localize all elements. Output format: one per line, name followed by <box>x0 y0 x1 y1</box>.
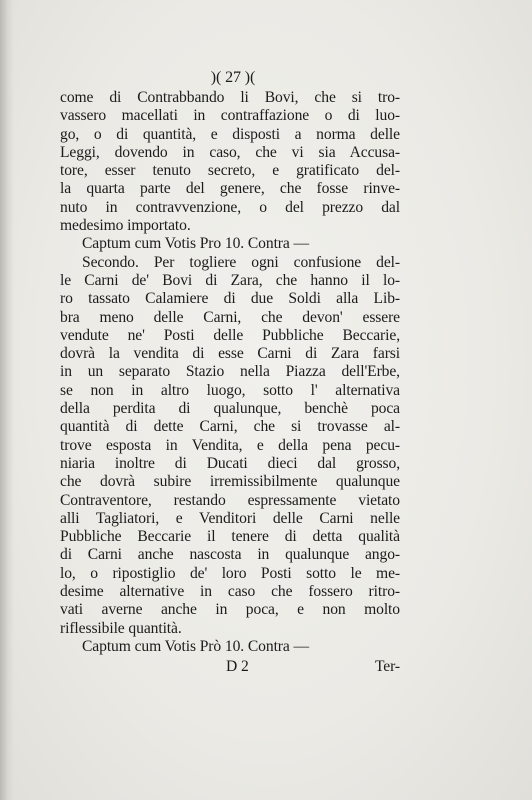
text-line: Pubbliche Beccarie il tenere di detta qualità <box>60 528 400 546</box>
text-line: Contraventore, restando espressamente vietato <box>60 491 400 509</box>
text-line: come di Contrabbando li Bovi, che si tro- <box>60 89 400 106</box>
text-line: trove esposta in Vendita, e della pena pecu- <box>60 436 400 454</box>
text-line: quantità di dette Carni, che si trovasse al- <box>60 418 400 436</box>
text-line: la quarta parte del genere, che fosse rinve- <box>60 180 400 198</box>
text-line: vassero macellati in contraffazione o di luo- <box>60 107 400 125</box>
text-line: di Carni anche nascosta in qualunque ango- <box>60 546 400 564</box>
catchword: Ter- <box>374 658 400 676</box>
text-block <box>60 67 400 678</box>
text-line: go, o di quantità, e disposti a norma delle <box>60 125 400 143</box>
signature-mark: D 2 <box>226 658 249 676</box>
text-line: nuto in contravvenzione, o del prezzo dal <box>60 198 400 216</box>
page-footer <box>60 656 400 678</box>
text-line: dovrà la vendita di esse Carni di Zara farsi <box>60 345 400 363</box>
text-line: Secondo. Per togliere ogni confusione del- <box>82 253 400 271</box>
text-line: vati averne anche in poca, e non molto <box>60 601 400 619</box>
text-line: della perdita di qualunque, benchè poca <box>60 400 400 418</box>
text-line: riflessibile quantità. <box>60 619 182 637</box>
vote-record-line: Captum cum Votis Pro 10. Contra — <box>82 235 310 253</box>
text-line: che dovrà subire irremissibilmente qualunque <box>60 473 400 491</box>
vote-record-line: Captum cum Votis Prò 10. Contra — <box>82 637 310 655</box>
text-line: lo, o ripostiglio de' loro Posti sotto le me- <box>60 564 400 582</box>
text-line: in un separato Stazio nella Piazza dell'Erbe, <box>60 363 400 381</box>
text-line: vendute ne' Posti delle Pubbliche Beccarie, <box>60 326 400 344</box>
text-line: niaria inoltre di Ducati dieci dal grosso, <box>60 454 400 472</box>
text-line: medesimo importato. <box>60 217 191 235</box>
text-line: se non in altro luogo, sotto l' alternativa <box>60 381 400 399</box>
text-line: Leggi, dovendo in caso, che vi sia Accusa- <box>60 143 400 161</box>
text-line: tore, esser tenuto secreto, e gratificato del- <box>60 162 400 180</box>
text-line: le Carni de' Bovi di Zara, che hanno il lo- <box>60 271 400 289</box>
text-line: alli Tagliatori, e Venditori delle Carni nelle <box>60 509 400 527</box>
text-line: desime alternative in caso che fossero ritro- <box>60 583 400 601</box>
page-number-header: )( 27 )( <box>210 69 256 86</box>
text-line: ro tassato Calamiere di due Soldi alla Lib- <box>60 290 400 308</box>
page-gutter-shadow <box>0 0 14 800</box>
text-line: bra meno delle Carni, che devon' essere <box>60 308 400 326</box>
